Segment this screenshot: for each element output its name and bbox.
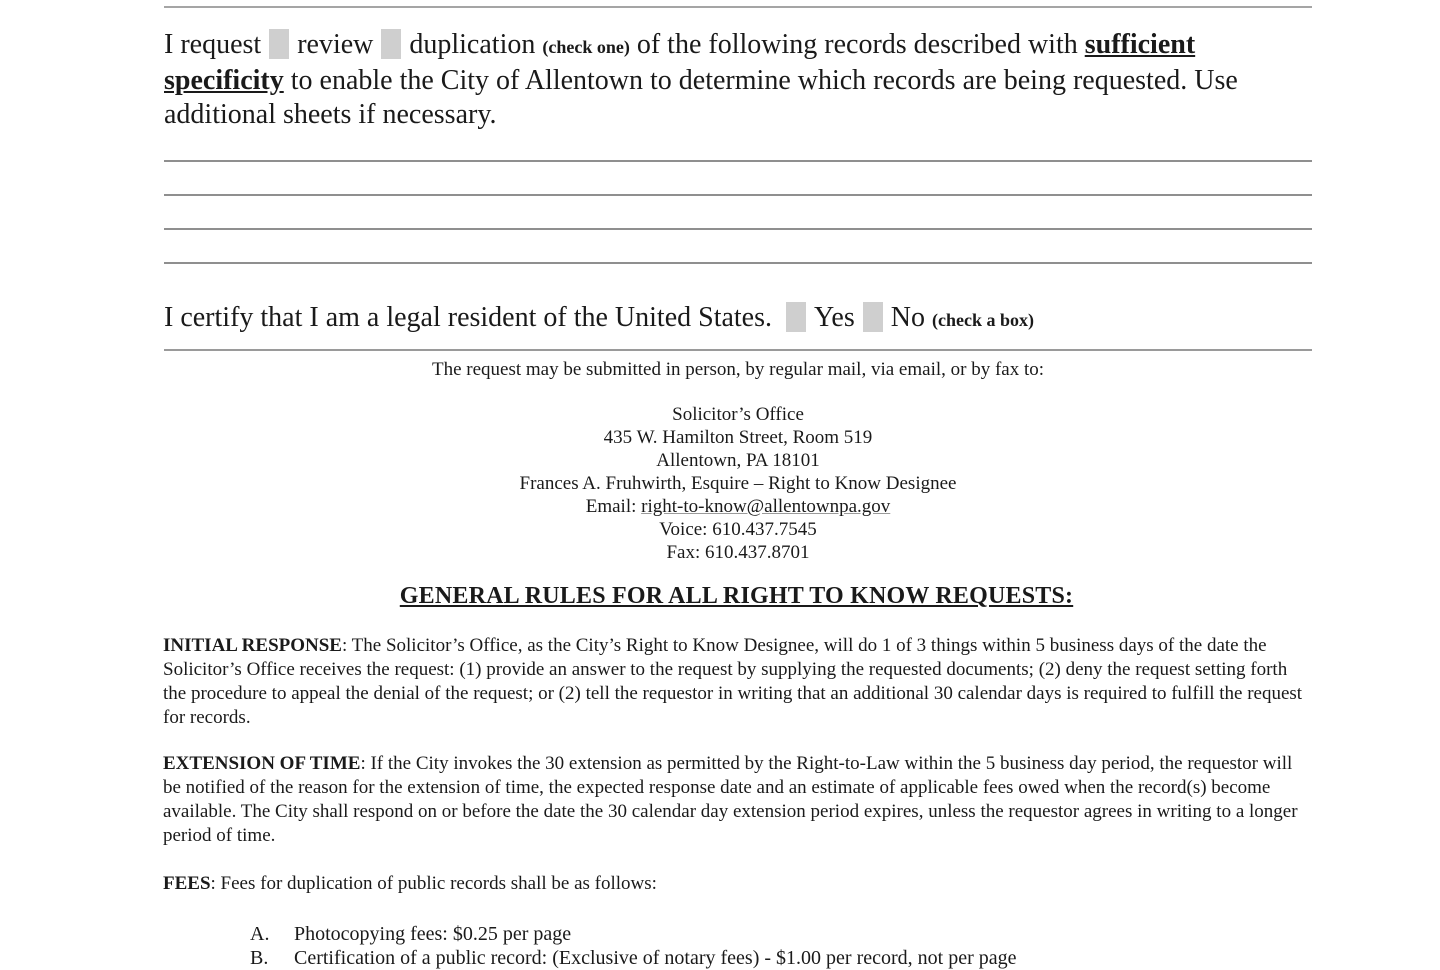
residency-certification [164, 300, 1314, 338]
fees-label: FEES [163, 873, 211, 894]
voice-number: Voice: 610.437.7545 [659, 519, 817, 540]
fee-item-letter: A. [250, 923, 270, 945]
email-link[interactable]: right-to-know@allentownpa.gov [641, 496, 891, 517]
street-address: 435 W. Hamilton Street, Room 519 [603, 427, 873, 448]
records-description-line-2[interactable] [164, 194, 1312, 196]
fee-item-text: Photocopying fees: $0.25 per page [294, 923, 572, 945]
email-line [0, 495, 1440, 518]
initial-response-text: : The Solicitor’s Office, as the City’s Right to Know Designee, will do 1 of 3 things within 5 business days of the date the Solicitor’s Office receives the request: (1) provide an answer to the request by supplying the requested documents; (2) deny the request setting forth the procedure to appeal the denial of the request; or (2) tell the requestor in writing that an additional 30 calendar days is required to fulfill the request for records. [163, 635, 1303, 728]
records-description-line-1[interactable] [164, 160, 1312, 162]
request-text-1: of the following records described with [636, 29, 1078, 60]
sufficient-specificity-emphasis: sufficient specificity [164, 29, 1196, 96]
review-label: review [297, 29, 374, 60]
fees-paragraph [163, 872, 1313, 896]
submission-note: The request may be submitted in person, by regular mail, via email, or by fax to: [431, 359, 1045, 380]
no-checkbox[interactable] [863, 302, 883, 332]
contact-address-block [0, 403, 1440, 564]
extension-of-time-paragraph [163, 752, 1313, 848]
fax-number: Fax: 610.437.8701 [666, 542, 810, 563]
duplication-checkbox[interactable] [381, 29, 401, 59]
email-label: Email: [585, 496, 637, 517]
fee-item-a [250, 922, 571, 946]
city-state-zip: Allentown, PA 18101 [656, 450, 820, 471]
top-divider [164, 6, 1312, 8]
request-paragraph [164, 28, 1314, 132]
request-text-2: to enable the City of Allentown to determine which records are being requested. Use additional sheets if necessary. [164, 65, 1238, 130]
section-divider [164, 349, 1312, 351]
office-name: Solicitor’s Office [672, 404, 804, 425]
designee-name: Frances A. Fruhwirth, Esquire – Right to Know Designee [519, 473, 957, 494]
review-checkbox[interactable] [269, 29, 289, 59]
initial-response-paragraph [163, 634, 1313, 730]
no-label: No [890, 302, 925, 333]
yes-label: Yes [814, 302, 855, 333]
records-description-line-3[interactable] [164, 228, 1312, 230]
check-one-hint: (check one) [542, 37, 630, 57]
fee-item-letter: B. [250, 947, 269, 969]
duplication-label: duplication [409, 29, 536, 60]
fee-item-text: Certification of a public record: (Exclusive of notary fees) - $1.00 per record, not per page [294, 947, 1017, 969]
initial-response-label: INITIAL RESPONSE [163, 635, 342, 656]
yes-checkbox[interactable] [786, 302, 806, 332]
general-rules-heading: GENERAL RULES FOR ALL RIGHT TO KNOW REQUESTS: [399, 583, 1074, 609]
fee-item-b [250, 946, 1017, 970]
check-a-box-hint: (check a box) [932, 310, 1034, 330]
certify-statement: I certify that I am a legal resident of the United States. [164, 302, 773, 333]
records-description-line-4[interactable] [164, 262, 1312, 264]
fees-text: : Fees for duplication of public records shall be as follows: [210, 873, 657, 894]
extension-of-time-label: EXTENSION OF TIME [163, 753, 361, 774]
extension-of-time-text: : If the City invokes the 30 extension as permitted by the Right-to-Law within the 5 business day period, the requestor will be notified of the reason for the extension of time, the expected response date and an estimate of applicable fees owed when the record(s) become available. The City shall respond on or before the date the 30 calendar day extension period expires, unless the requestor agrees in writing to a longer period of time. [163, 753, 1298, 846]
i-request-text: I request [164, 29, 262, 60]
